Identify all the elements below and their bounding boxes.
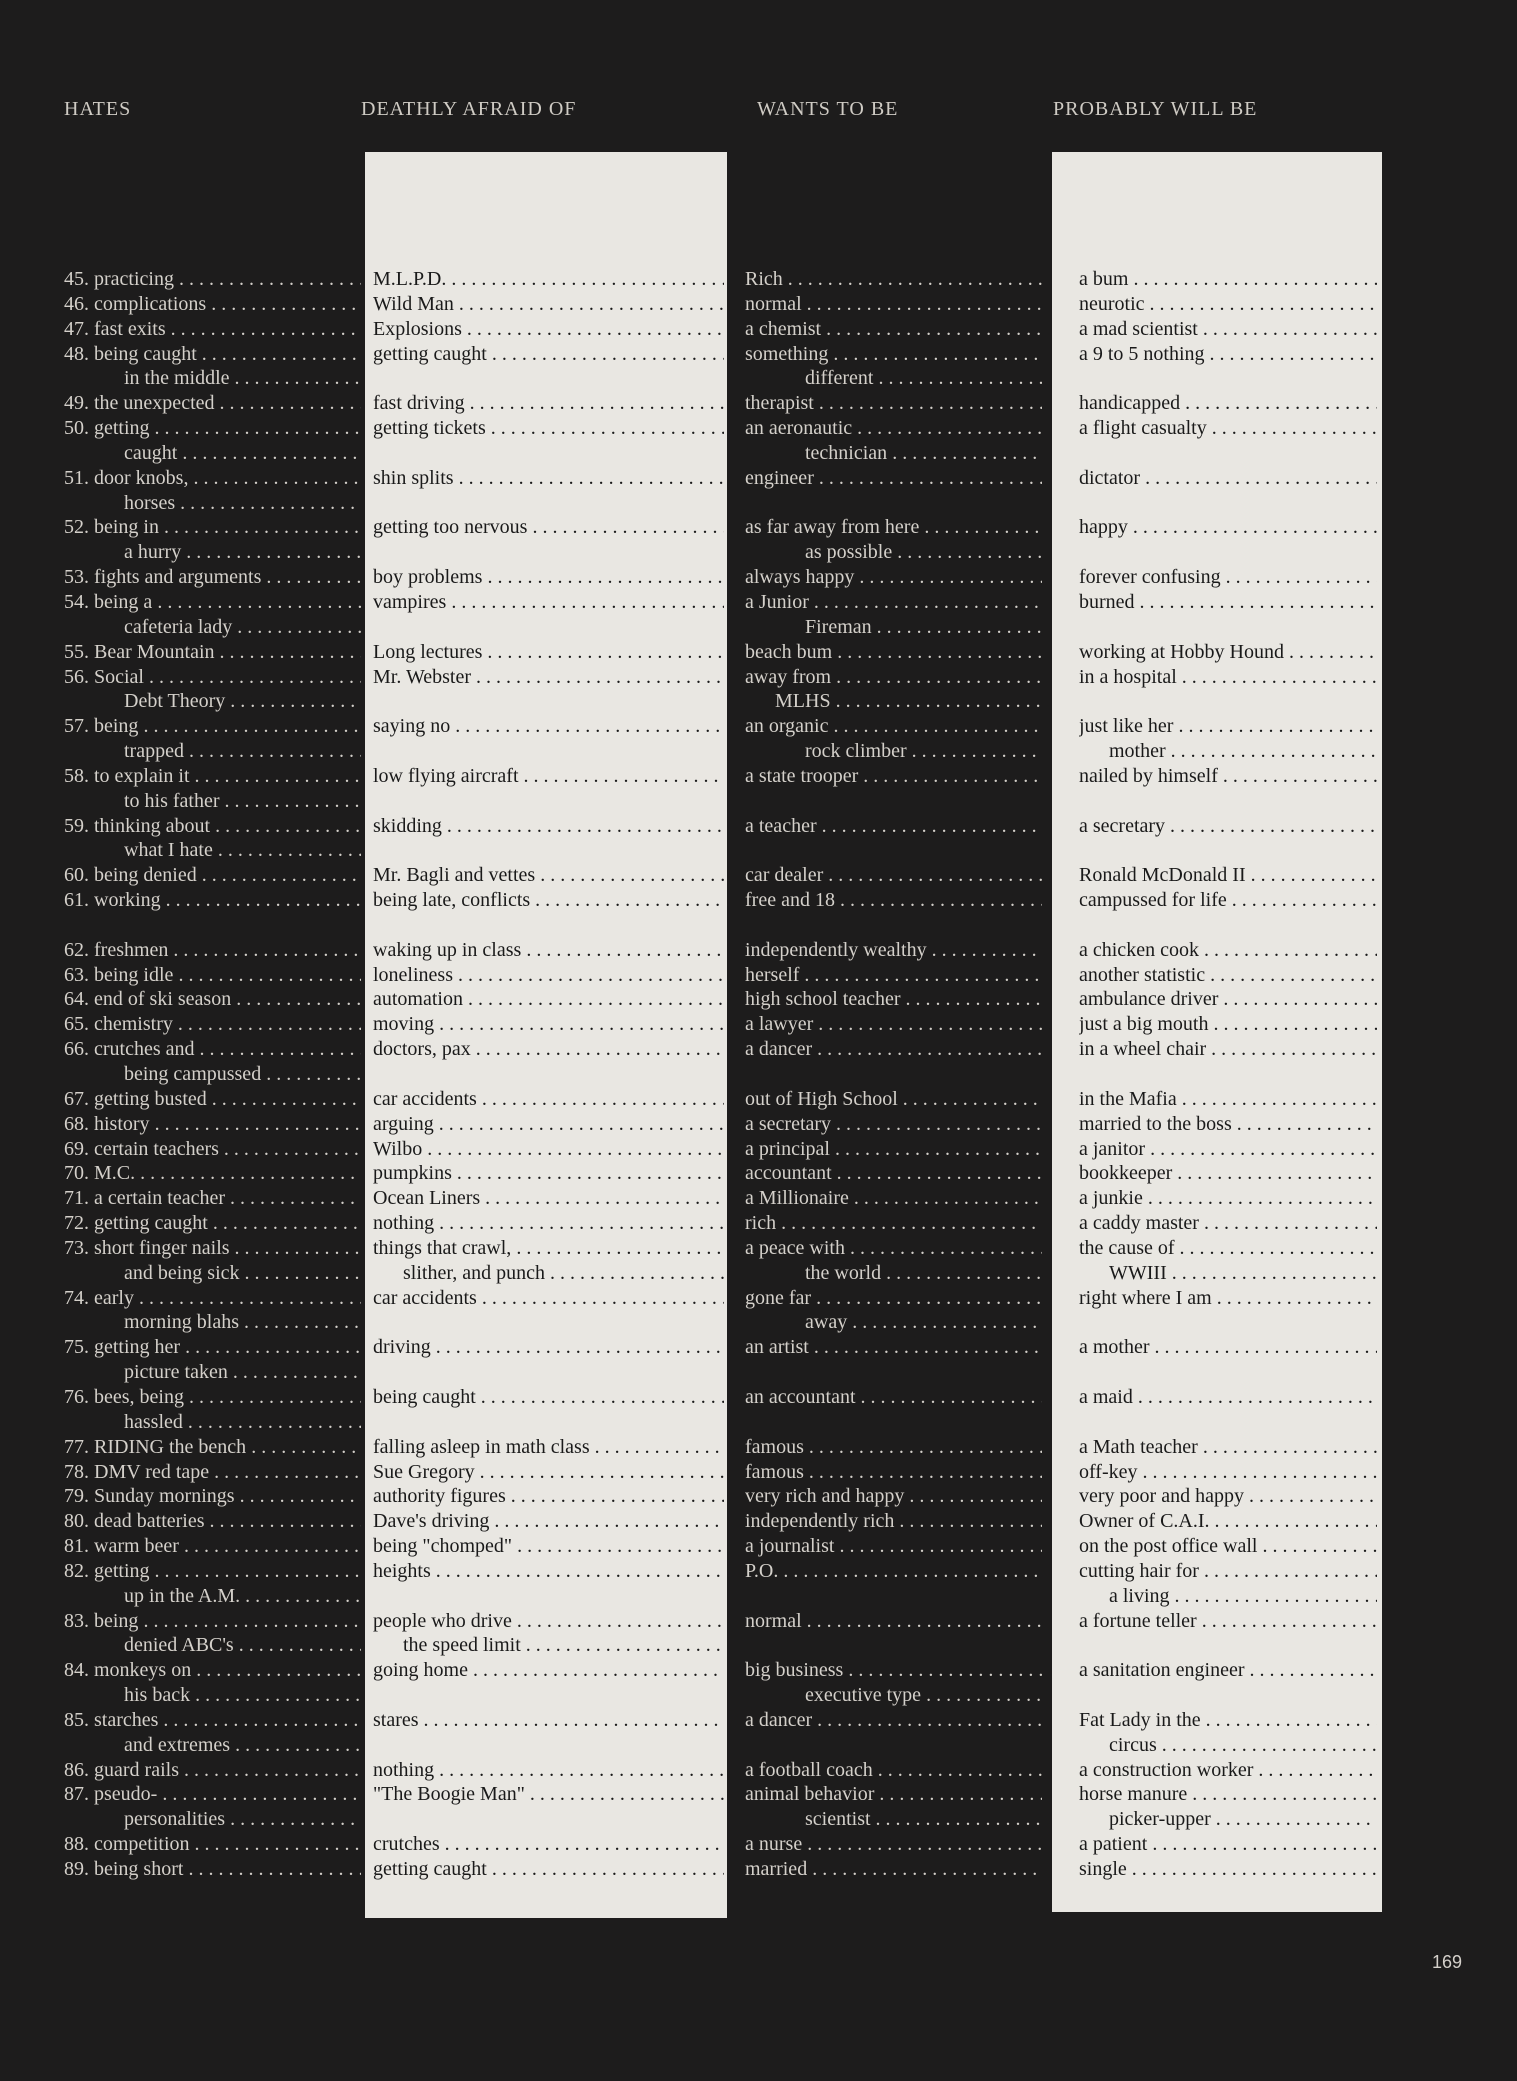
page-number: 169 — [1432, 1952, 1463, 1972]
hates-entry: 86. guard rails . . . — [64, 1758, 361, 1783]
hates-entry: 55. Bear Mountain . . . — [64, 640, 361, 665]
afraid-entry: M.L.P.D. . . . — [373, 267, 724, 292]
wants-entry: executive type . . . — [745, 1683, 1042, 1708]
hates-entry: his back . . . — [64, 1683, 361, 1708]
hates-entry: what I hate . . . — [64, 838, 361, 863]
wants-entry: scientist . . . — [745, 1807, 1042, 1832]
will-entry: forever confusing . . . — [1079, 565, 1377, 590]
wants-entry: P.O. . . . — [745, 1559, 1042, 1584]
afraid-entry: getting too nervous . . . — [373, 515, 724, 540]
wants-entry: out of High School . . . — [745, 1087, 1042, 1112]
wants-entry: big business . . . — [745, 1658, 1042, 1683]
afraid-entry — [373, 1360, 724, 1385]
will-entry — [1079, 491, 1377, 516]
afraid-entry — [373, 838, 724, 863]
afraid-entry — [373, 366, 724, 391]
hates-entry: 87. pseudo- . . . — [64, 1782, 361, 1807]
afraid-entry — [373, 1410, 724, 1435]
hates-entry: 53. fights and arguments . . . — [64, 565, 361, 590]
will-entry — [1079, 838, 1377, 863]
afraid-entry: stares . . . — [373, 1708, 724, 1733]
hates-entry: denied ABC's . . . — [64, 1633, 361, 1658]
will-entry — [1079, 1360, 1377, 1385]
afraid-entry: saying no . . . — [373, 714, 724, 739]
wants-entry — [745, 1062, 1042, 1087]
hates-entry: 65. chemistry . . . — [64, 1012, 361, 1037]
wants-entry: the world . . . — [745, 1261, 1042, 1286]
wants-entry: therapist . . . — [745, 391, 1042, 416]
wants-entry: different . . . — [745, 366, 1042, 391]
hates-entry: 74. early . . . — [64, 1286, 361, 1311]
afraid-entry: skidding . . . — [373, 814, 724, 839]
afraid-entry: falling asleep in math class . . . — [373, 1435, 724, 1460]
afraid-entry — [373, 913, 724, 938]
hates-entry: up in the A.M. . . . — [64, 1584, 361, 1609]
will-entry: married to the boss . . . — [1079, 1112, 1377, 1137]
hates-entry: 49. the unexpected . . . — [64, 391, 361, 416]
afraid-entry: shin splits . . . — [373, 466, 724, 491]
wants-entry: independently wealthy . . . — [745, 938, 1042, 963]
will-entry: another statistic . . . — [1079, 963, 1377, 988]
will-entry: Fat Lady in the . . . — [1079, 1708, 1377, 1733]
hates-entry: 70. M.C. . . . — [64, 1161, 361, 1186]
hates-entry: 48. being caught . . . — [64, 342, 361, 367]
wants-entry: married . . . — [745, 1857, 1042, 1882]
wants-entry: normal . . . — [745, 1609, 1042, 1634]
hates-entry: trapped . . . — [64, 739, 361, 764]
hates-entry: in the middle . . . — [64, 366, 361, 391]
hates-entry: a hurry . . . — [64, 540, 361, 565]
hates-entry: horses . . . — [64, 491, 361, 516]
afraid-entry — [373, 1310, 724, 1335]
hates-entry: 67. getting busted . . . — [64, 1087, 361, 1112]
will-entry: picker-upper . . . — [1079, 1807, 1377, 1832]
hates-entry: 72. getting caught . . . — [64, 1211, 361, 1236]
wants-entry: animal behavior . . . — [745, 1782, 1042, 1807]
wants-entry: engineer . . . — [745, 466, 1042, 491]
will-entry: bookkeeper . . . — [1079, 1161, 1377, 1186]
afraid-entry: moving . . . — [373, 1012, 724, 1037]
will-entry: burned . . . — [1079, 590, 1377, 615]
wants-entry: an accountant . . . — [745, 1385, 1042, 1410]
will-entry — [1079, 1683, 1377, 1708]
wants-entry — [745, 913, 1042, 938]
header-wants-to-be: WANTS TO BE — [757, 98, 899, 120]
afraid-entry: the speed limit . . . — [373, 1633, 724, 1658]
afraid-entry: Ocean Liners . . . — [373, 1186, 724, 1211]
wants-entry: a lawyer . . . — [745, 1012, 1042, 1037]
hates-entry: 52. being in . . . — [64, 515, 361, 540]
wants-entry: gone far . . . — [745, 1286, 1042, 1311]
hates-entry: 71. a certain teacher . . . — [64, 1186, 361, 1211]
afraid-entry — [373, 739, 724, 764]
wants-entry: free and 18 . . . — [745, 888, 1042, 913]
hates-entry: Debt Theory . . . — [64, 689, 361, 714]
will-entry: circus . . . — [1079, 1733, 1377, 1758]
header-probably-will-be: PROBABLY WILL BE — [1053, 98, 1258, 120]
afraid-entry: Explosions . . . — [373, 317, 724, 342]
hates-entry: 46. complications . . . — [64, 292, 361, 317]
afraid-entry: "The Boogie Man" . . . — [373, 1782, 724, 1807]
afraid-entry — [373, 441, 724, 466]
hates-entry: 85. starches . . . — [64, 1708, 361, 1733]
afraid-entry: crutches . . . — [373, 1832, 724, 1857]
hates-entry: caught . . . — [64, 441, 361, 466]
hates-entry: 54. being a . . . — [64, 590, 361, 615]
hates-entry: 57. being . . . — [64, 714, 361, 739]
afraid-entry: automation . . . — [373, 987, 724, 1012]
wants-entry: a Millionaire . . . — [745, 1186, 1042, 1211]
wants-entry: away . . . — [745, 1310, 1042, 1335]
will-entry: a junkie . . . — [1079, 1186, 1377, 1211]
wants-entry — [745, 1410, 1042, 1435]
hates-entry: 73. short finger nails . . . — [64, 1236, 361, 1261]
wants-entry: a football coach . . . — [745, 1758, 1042, 1783]
wants-entry: always happy . . . — [745, 565, 1042, 590]
will-entry: a caddy master . . . — [1079, 1211, 1377, 1236]
afraid-entry: Dave's driving . . . — [373, 1509, 724, 1534]
wants-entry: independently rich . . . — [745, 1509, 1042, 1534]
afraid-entry: being late, conflicts . . . — [373, 888, 724, 913]
wants-entry: herself . . . — [745, 963, 1042, 988]
hates-entry: 68. history . . . — [64, 1112, 361, 1137]
wants-entry: Rich . . . — [745, 267, 1042, 292]
wants-entry — [745, 1733, 1042, 1758]
afraid-entry: fast driving . . . — [373, 391, 724, 416]
will-be-column — [1079, 267, 1377, 1882]
wants-entry: away from . . . — [745, 665, 1042, 690]
will-entry: a mother . . . — [1079, 1335, 1377, 1360]
will-entry: in the Mafia . . . — [1079, 1087, 1377, 1112]
will-entry: a living . . . — [1079, 1584, 1377, 1609]
afraid-entry: boy problems . . . — [373, 565, 724, 590]
wants-entry — [745, 838, 1042, 863]
afraid-entry — [373, 615, 724, 640]
will-entry: a janitor . . . — [1079, 1137, 1377, 1162]
will-entry: a fortune teller . . . — [1079, 1609, 1377, 1634]
hates-entry: 61. working . . . — [64, 888, 361, 913]
hates-entry: 83. being . . . — [64, 1609, 361, 1634]
wants-entry — [745, 1584, 1042, 1609]
afraid-entry: people who drive . . . — [373, 1609, 724, 1634]
hates-entry: 59. thinking about . . . — [64, 814, 361, 839]
wants-entry: a peace with . . . — [745, 1236, 1042, 1261]
hates-entry: 81. warm beer . . . — [64, 1534, 361, 1559]
will-entry — [1079, 1310, 1377, 1335]
hates-entry: personalities . . . — [64, 1807, 361, 1832]
wants-entry: something . . . — [745, 342, 1042, 367]
will-entry: Ronald McDonald II . . . — [1079, 863, 1377, 888]
will-entry: right where I am . . . — [1079, 1286, 1377, 1311]
will-entry — [1079, 789, 1377, 814]
hates-entry: cafeteria lady . . . — [64, 615, 361, 640]
wants-entry: MLHS . . . — [745, 689, 1042, 714]
hates-entry: 77. RIDING the bench . . . — [64, 1435, 361, 1460]
will-entry — [1079, 913, 1377, 938]
will-entry: mother . . . — [1079, 739, 1377, 764]
wants-entry: famous . . . — [745, 1435, 1042, 1460]
hates-entry: 45. practicing . . . — [64, 267, 361, 292]
hates-entry: 88. competition . . . — [64, 1832, 361, 1857]
hates-entry: being campussed . . . — [64, 1062, 361, 1087]
wants-entry — [745, 1360, 1042, 1385]
hates-entry: 82. getting . . . — [64, 1559, 361, 1584]
will-entry: horse manure . . . — [1079, 1782, 1377, 1807]
afraid-entry: being "chomped" . . . — [373, 1534, 724, 1559]
wants-entry: beach bum . . . — [745, 640, 1042, 665]
wants-entry: high school teacher . . . — [745, 987, 1042, 1012]
wants-entry: very rich and happy . . . — [745, 1484, 1042, 1509]
afraid-entry — [373, 540, 724, 565]
afraid-entry: car accidents . . . — [373, 1286, 724, 1311]
will-entry: happy . . . — [1079, 515, 1377, 540]
header-hates: HATES — [64, 98, 132, 120]
afraid-entry: vampires . . . — [373, 590, 724, 615]
hates-entry: 78. DMV red tape . . . — [64, 1460, 361, 1485]
hates-entry: 51. door knobs, . . . — [64, 466, 361, 491]
afraid-entry — [373, 1584, 724, 1609]
afraid-entry: getting caught . . . — [373, 1857, 724, 1882]
hates-entry: 76. bees, being . . . — [64, 1385, 361, 1410]
will-entry — [1079, 615, 1377, 640]
wants-entry — [745, 789, 1042, 814]
hates-entry: 66. crutches and . . . — [64, 1037, 361, 1062]
afraid-entry — [373, 689, 724, 714]
afraid-entry: arguing . . . — [373, 1112, 724, 1137]
afraid-entry — [373, 1807, 724, 1832]
hates-entry: 60. being denied . . . — [64, 863, 361, 888]
wants-entry: a state trooper . . . — [745, 764, 1042, 789]
hates-entry: 58. to explain it . . . — [64, 764, 361, 789]
wants-entry: a dancer . . . — [745, 1708, 1042, 1733]
will-entry: in a hospital . . . — [1079, 665, 1377, 690]
hates-entry: 63. being idle . . . — [64, 963, 361, 988]
will-entry: handicapped . . . — [1079, 391, 1377, 416]
wants-entry: rock climber . . . — [745, 739, 1042, 764]
afraid-entry: Mr. Webster . . . — [373, 665, 724, 690]
hates-entry: 84. monkeys on . . . — [64, 1658, 361, 1683]
afraid-entry: heights . . . — [373, 1559, 724, 1584]
will-entry: campussed for life . . . — [1079, 888, 1377, 913]
wants-entry: a Junior . . . — [745, 590, 1042, 615]
hates-entry: to his father . . . — [64, 789, 361, 814]
will-entry — [1079, 689, 1377, 714]
will-entry: off-key . . . — [1079, 1460, 1377, 1485]
will-entry: a secretary . . . — [1079, 814, 1377, 839]
afraid-entry — [373, 1733, 724, 1758]
hates-entry: picture taken . . . — [64, 1360, 361, 1385]
will-entry — [1079, 1633, 1377, 1658]
wants-entry — [745, 491, 1042, 516]
will-entry — [1079, 540, 1377, 565]
afraid-entry: pumpkins . . . — [373, 1161, 724, 1186]
afraid-entry — [373, 1683, 724, 1708]
will-entry: cutting hair for . . . — [1079, 1559, 1377, 1584]
will-entry: a construction worker . . . — [1079, 1758, 1377, 1783]
hates-entry: hassled . . . — [64, 1410, 361, 1435]
will-entry: neurotic . . . — [1079, 292, 1377, 317]
wants-entry: a secretary . . . — [745, 1112, 1042, 1137]
wants-entry: technician . . . — [745, 441, 1042, 466]
will-entry: a patient . . . — [1079, 1832, 1377, 1857]
will-entry — [1079, 1062, 1377, 1087]
afraid-entry: loneliness . . . — [373, 963, 724, 988]
will-entry: just a big mouth . . . — [1079, 1012, 1377, 1037]
will-entry: dictator . . . — [1079, 466, 1377, 491]
afraid-entry: authority figures . . . — [373, 1484, 724, 1509]
will-entry: single . . . — [1079, 1857, 1377, 1882]
hates-entry: 75. getting her . . . — [64, 1335, 361, 1360]
hates-entry: 50. getting . . . — [64, 416, 361, 441]
afraid-entry: Wild Man . . . — [373, 292, 724, 317]
hates-entry: morning blahs . . . — [64, 1310, 361, 1335]
will-entry — [1079, 1410, 1377, 1435]
afraid-entry: Wilbo . . . — [373, 1137, 724, 1162]
will-entry: a maid . . . — [1079, 1385, 1377, 1410]
wants-entry: as possible . . . — [745, 540, 1042, 565]
hates-entry: 47. fast exits . . . — [64, 317, 361, 342]
will-entry: WWIII . . . — [1079, 1261, 1377, 1286]
will-entry — [1079, 441, 1377, 466]
afraid-entry — [373, 1062, 724, 1087]
afraid-entry: nothing . . . — [373, 1758, 724, 1783]
wants-entry: normal . . . — [745, 292, 1042, 317]
afraid-entry: going home . . . — [373, 1658, 724, 1683]
will-entry: a chicken cook . . . — [1079, 938, 1377, 963]
wants-entry: a teacher . . . — [745, 814, 1042, 839]
afraid-entry: getting tickets . . . — [373, 416, 724, 441]
will-entry: a Math teacher . . . — [1079, 1435, 1377, 1460]
wants-entry: famous . . . — [745, 1460, 1042, 1485]
wants-entry: a dancer . . . — [745, 1037, 1042, 1062]
wants-entry: an aeronautic . . . — [745, 416, 1042, 441]
wants-entry: a principal . . . — [745, 1137, 1042, 1162]
will-entry: a bum . . . — [1079, 267, 1377, 292]
hates-entry: 69. certain teachers . . . — [64, 1137, 361, 1162]
will-entry: nailed by himself . . . — [1079, 764, 1377, 789]
header-deathly-afraid-of: DEATHLY AFRAID OF — [361, 98, 577, 120]
will-entry: in a wheel chair . . . — [1079, 1037, 1377, 1062]
afraid-entry: driving . . . — [373, 1335, 724, 1360]
afraid-entry: waking up in class . . . — [373, 938, 724, 963]
hates-entry: and being sick . . . — [64, 1261, 361, 1286]
will-entry: the cause of . . . — [1079, 1236, 1377, 1261]
will-entry: working at Hobby Hound . . . — [1079, 640, 1377, 665]
will-entry: a sanitation engineer . . . — [1079, 1658, 1377, 1683]
will-entry: ambulance driver . . . — [1079, 987, 1377, 1012]
wants-entry: as far away from here . . . — [745, 515, 1042, 540]
hates-entry: 89. being short . . . — [64, 1857, 361, 1882]
will-entry: very poor and happy . . . — [1079, 1484, 1377, 1509]
wants-entry: a chemist . . . — [745, 317, 1042, 342]
hates-entry: 62. freshmen . . . — [64, 938, 361, 963]
afraid-entry: getting caught . . . — [373, 342, 724, 367]
wants-entry — [745, 1633, 1042, 1658]
afraid-entry: being caught . . . — [373, 1385, 724, 1410]
will-entry: Owner of C.A.I. . . . — [1079, 1509, 1377, 1534]
wants-entry: a nurse . . . — [745, 1832, 1042, 1857]
wants-entry: a journalist . . . — [745, 1534, 1042, 1559]
wants-entry: Fireman . . . — [745, 615, 1042, 640]
hates-entry: and extremes . . . — [64, 1733, 361, 1758]
afraid-entry: low flying aircraft . . . — [373, 764, 724, 789]
hates-entry: 79. Sunday mornings . . . — [64, 1484, 361, 1509]
afraid-entry — [373, 789, 724, 814]
will-entry: a flight casualty . . . — [1079, 416, 1377, 441]
afraid-entry: doctors, pax . . . — [373, 1037, 724, 1062]
hates-entry: 80. dead batteries . . . — [64, 1509, 361, 1534]
wants-entry: accountant . . . — [745, 1161, 1042, 1186]
afraid-entry: Sue Gregory . . . — [373, 1460, 724, 1485]
wants-entry: rich . . . — [745, 1211, 1042, 1236]
will-entry — [1079, 366, 1377, 391]
afraid-entry: Mr. Bagli and vettes . . . — [373, 863, 724, 888]
afraid-column — [373, 267, 724, 1882]
afraid-entry: nothing . . . — [373, 1211, 724, 1236]
will-entry: a mad scientist . . . — [1079, 317, 1377, 342]
afraid-entry — [373, 491, 724, 516]
wants-column — [745, 267, 1042, 1882]
wants-entry: an organic . . . — [745, 714, 1042, 739]
wants-entry: car dealer . . . — [745, 863, 1042, 888]
hates-entry: 64. end of ski season . . . — [64, 987, 361, 1012]
will-entry: on the post office wall . . . — [1079, 1534, 1377, 1559]
afraid-entry: Long lectures . . . — [373, 640, 724, 665]
hates-entry — [64, 913, 361, 938]
will-entry: a 9 to 5 nothing . . . — [1079, 342, 1377, 367]
hates-entry: 56. Social . . . — [64, 665, 361, 690]
afraid-entry: car accidents . . . — [373, 1087, 724, 1112]
wants-entry: an artist . . . — [745, 1335, 1042, 1360]
hates-column — [64, 267, 361, 1882]
afraid-entry: things that crawl, . . . — [373, 1236, 724, 1261]
will-entry: just like her . . . — [1079, 714, 1377, 739]
afraid-entry: slither, and punch . . . — [373, 1261, 724, 1286]
